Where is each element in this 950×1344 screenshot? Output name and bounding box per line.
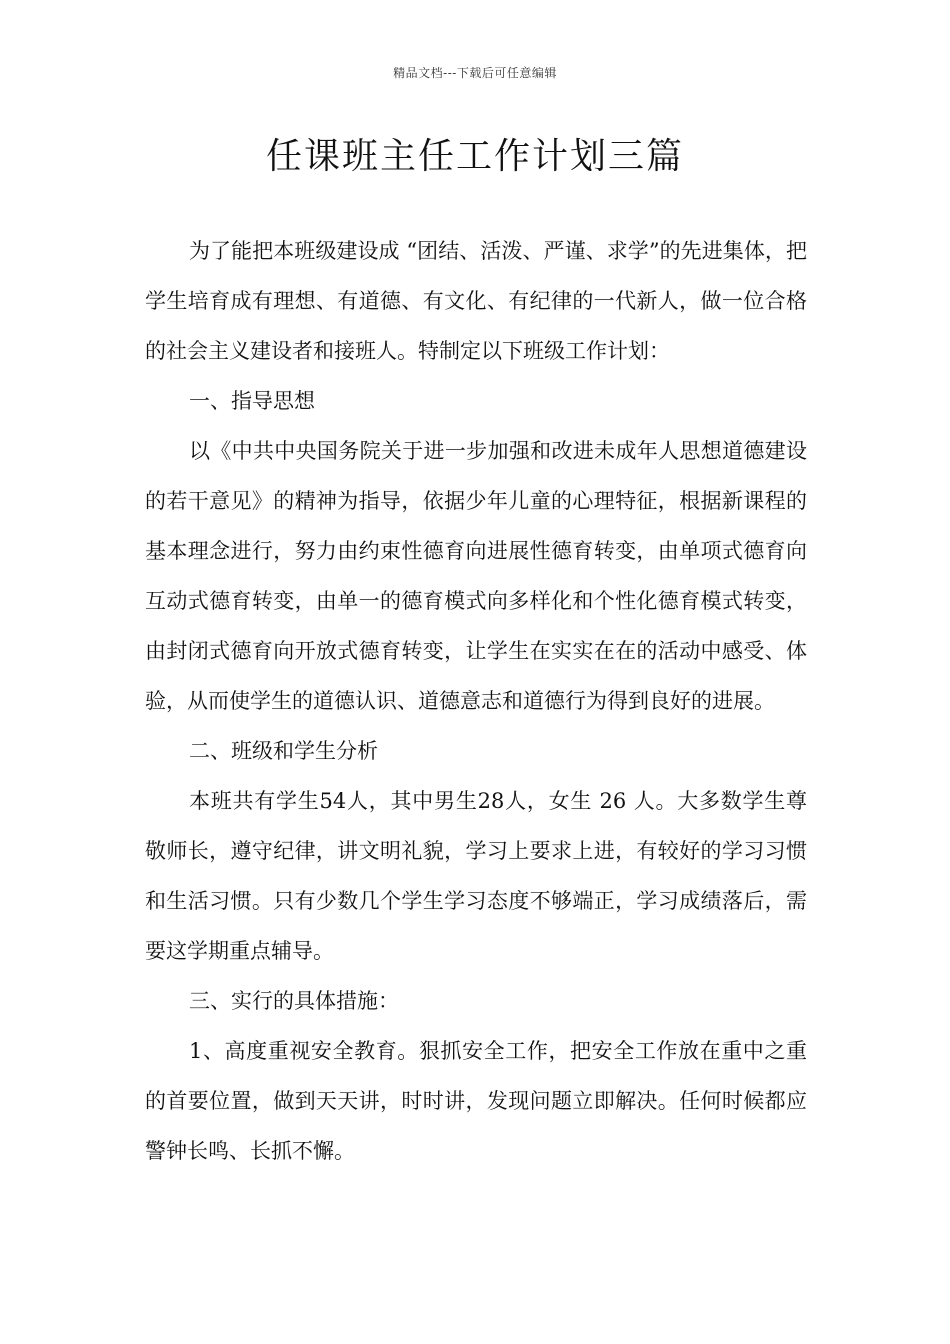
section-heading-measures: 三、实行的具体措施： xyxy=(189,989,399,1013)
section-heading-class-analysis: 二、班级和学生分析 xyxy=(189,739,378,763)
guiding-thought-paragraph: 以《中共中央国务院关于进一步加强和改进未成年人思想道德建设的若干意见》的精神为指导，依据少年儿童的心理特征，根据新课程的基本理念进行，努力由约束性德育向进展性德育转变，由单项式德育向互动式德育转变，由单一的德育模式向多样化和个性化德育模式转变，由封闭式德育向开放式德育转变，让学生在实实在在的活动中感受、体验，从而使学生的道德认识、道德意志和道德行为得到良好的进展。 xyxy=(145,439,807,713)
intro-paragraph: 为了能把本班级建设成 “团结、活泼、严谨、求学”的先进集体，把学生培育成有理想、有道德、有文化、有纪律的一代新人，做一位合格的社会主义建设者和接班人。特制定以下班级工作计划： xyxy=(145,239,807,363)
measure-1-paragraph: 1、高度重视安全教育。狠抓安全工作，把安全工作放在重中之重的首要位置，做到天天讲，时时讲，发现问题立即解决。任何时候都应警钟长鸣、长抓不懈。 xyxy=(145,1039,807,1163)
class-analysis-paragraph: 本班共有学生54人，其中男生28人，女生 26 人。大多数学生尊敬师长，遵守纪律，讲文明礼貌，学习上要求上进，有较好的学习习惯和生活习惯。只有少数几个学生学习态度不够端正，学习成绩落后，需要这学期重点辅导。 xyxy=(145,789,807,963)
document-title: 任课班主任工作计划三篇 xyxy=(265,136,684,177)
document-body xyxy=(145,226,807,1176)
section-heading-guiding-thought: 一、指导思想 xyxy=(189,389,315,413)
header-note: 精品文档---下载后可任意编辑 xyxy=(393,66,557,80)
